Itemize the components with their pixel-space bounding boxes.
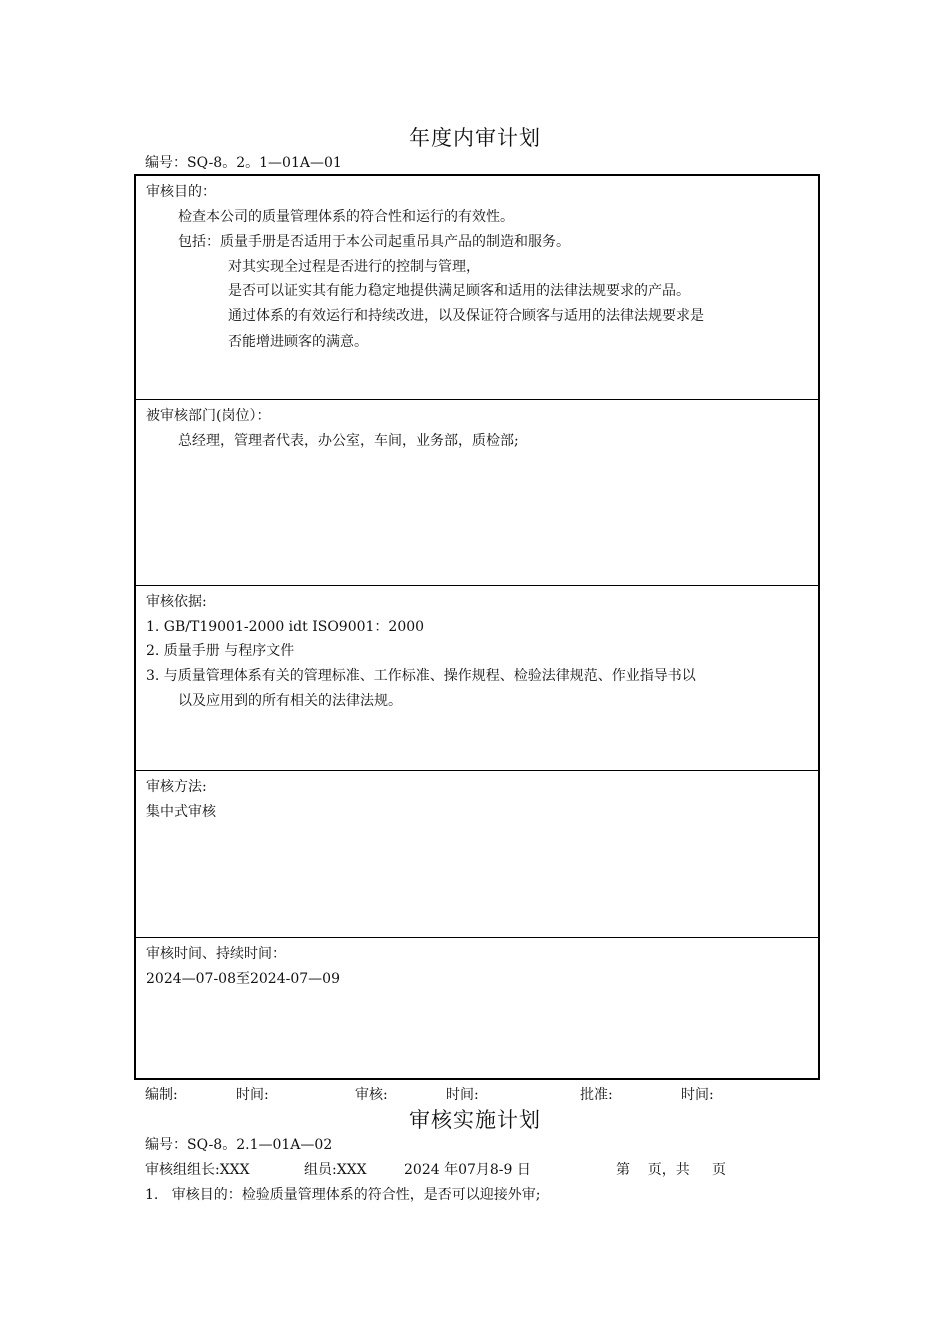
- approved-time-label: 时间:: [681, 1087, 714, 1103]
- method-heading: 审核方法:: [146, 779, 207, 795]
- basis-line: 2. 质量手册 与程序文件: [146, 643, 295, 659]
- purpose-line: 对其实现全过程是否进行的控制与管理，: [228, 259, 480, 275]
- annual-plan-doc-number: 编号：SQ-8。2。1—01A—01: [145, 155, 342, 171]
- time-heading: 审核时间、持续时间：: [146, 946, 286, 962]
- departments-section: [136, 400, 818, 586]
- audit-leader: 审核组组长:XXX: [145, 1162, 250, 1178]
- purpose-line: 否能增进顾客的满意。: [228, 334, 368, 350]
- approved-label: 批准:: [580, 1087, 613, 1103]
- departments-line: 总经理，管理者代表，办公室，车间，业务部，质检部;: [178, 433, 519, 449]
- audit-members: 组员:XXX: [304, 1162, 367, 1178]
- basis-line: 以及应用到的所有相关的法律法规。: [178, 693, 402, 709]
- prepared-time-label: 时间:: [236, 1087, 269, 1103]
- time-section: [136, 938, 818, 1078]
- audit-date: 2024 年07月8-9 日: [404, 1162, 531, 1178]
- annual-plan-title: 年度内审计划: [409, 126, 541, 150]
- purpose-line: 是否可以证实其有能力稳定地提供满足顾客和适用的法律法规要求的产品。: [228, 283, 690, 299]
- reviewed-time-label: 时间:: [446, 1087, 479, 1103]
- basis-section: [136, 586, 818, 771]
- basis-line: 1. GB/T19001-2000 idt ISO9001：2000: [146, 619, 425, 635]
- annual-plan-table: [134, 174, 820, 1080]
- basis-heading: 审核依据:: [146, 594, 207, 610]
- basis-line: 3. 与质量管理体系有关的管理标准、工作标准、操作规程、检验法律规范、作业指导书以: [146, 668, 696, 684]
- purpose-heading: 审核目的：: [146, 184, 216, 200]
- purpose-line: 包括：质量手册是否适用于本公司起重吊具产品的制造和服务。: [178, 234, 570, 250]
- reviewed-label: 审核:: [355, 1087, 388, 1103]
- purpose-line: 检查本公司的质量管理体系的符合性和运行的有效性。: [178, 209, 514, 225]
- purpose-line: 通过体系的有效运行和持续改进，以及保证符合顾客与适用的法律法规要求是: [228, 308, 704, 324]
- method-line: 集中式审核: [146, 804, 216, 820]
- prepared-label: 编制:: [145, 1087, 178, 1103]
- purpose-section: [136, 176, 818, 400]
- implementation-plan-title: 审核实施计划: [409, 1108, 541, 1132]
- departments-heading: 被审核部门(岗位）：: [146, 408, 271, 424]
- implementation-item-1: 1. 审核目的：检验质量管理体系的符合性，是否可以迎接外审;: [145, 1187, 541, 1203]
- implementation-doc-number: 编号：SQ-8。2.1—01A—02: [145, 1137, 333, 1153]
- page-indicator: 第 页，共 页: [616, 1162, 727, 1178]
- time-line: 2024—07-08至2024-07—09: [146, 971, 340, 987]
- method-section: [136, 771, 818, 938]
